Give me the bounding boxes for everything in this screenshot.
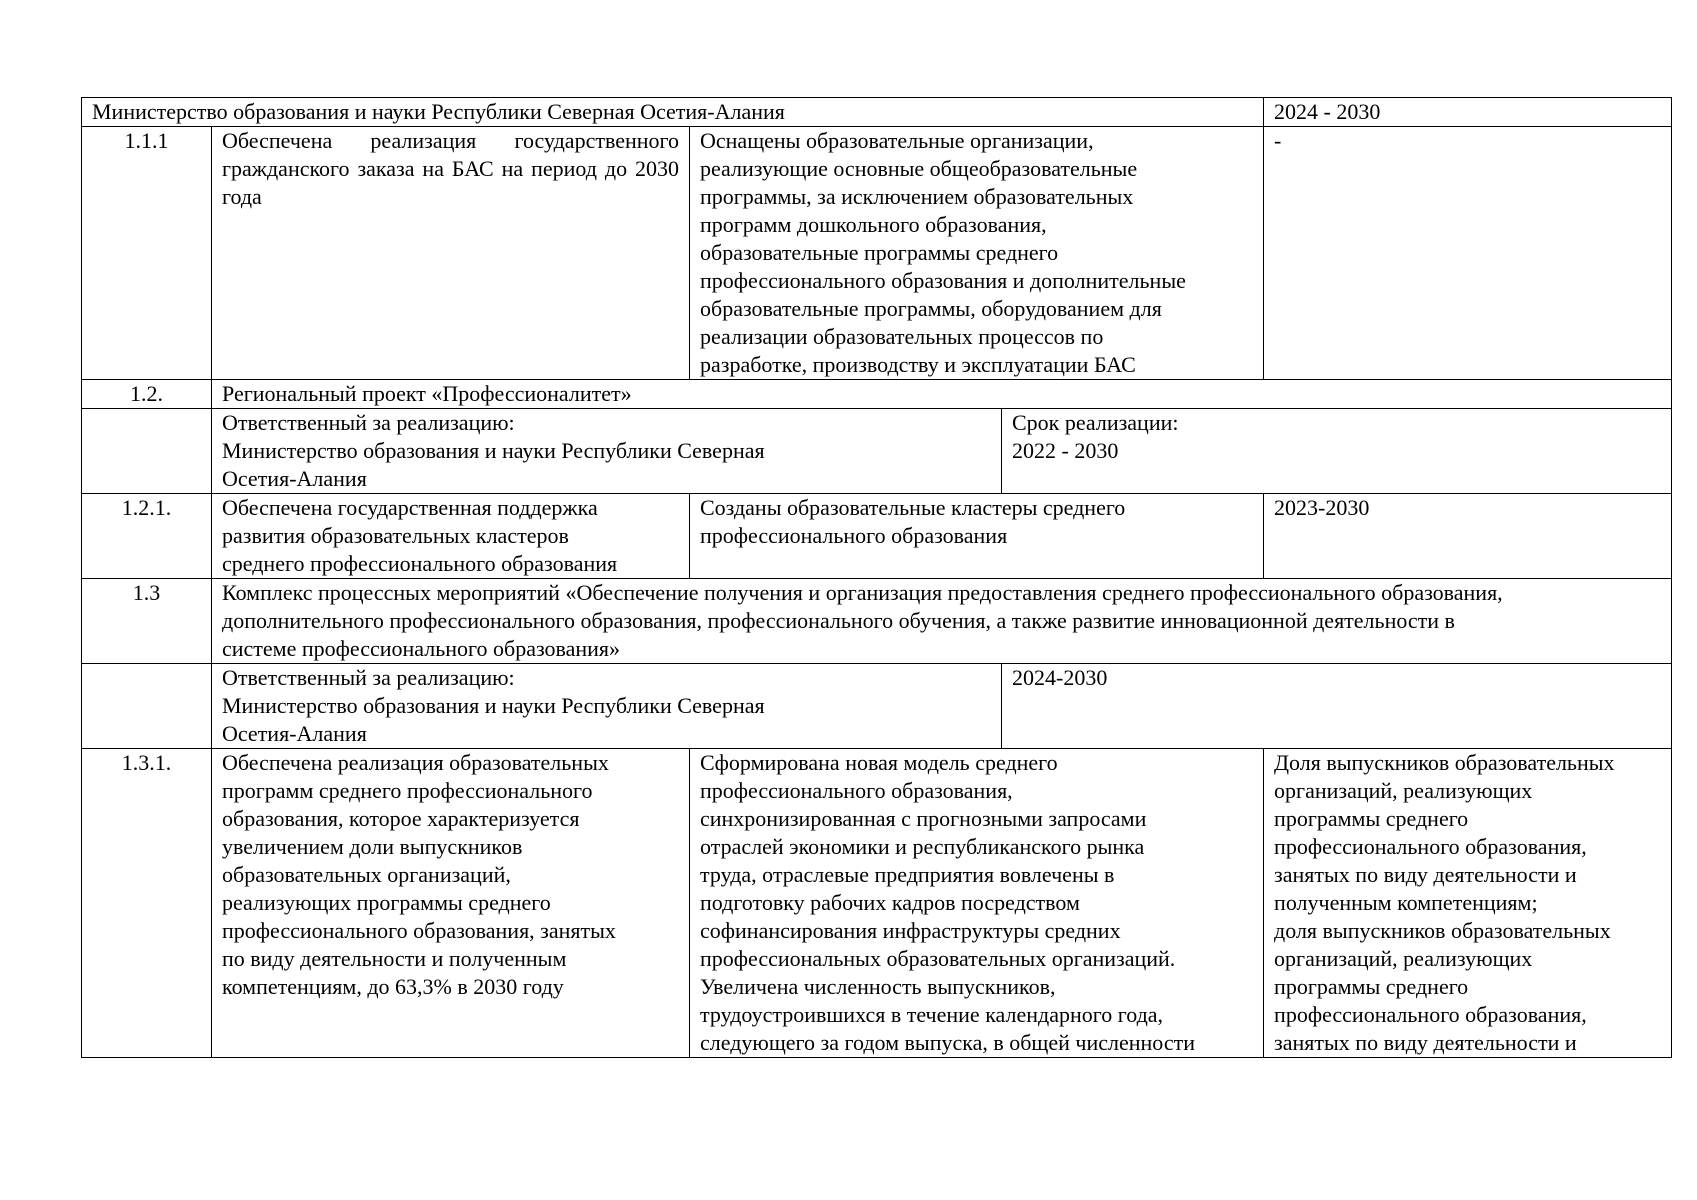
table-row bbox=[82, 664, 1672, 749]
measures-table bbox=[81, 97, 1672, 1058]
ministry-cell: Министерство образования и науки Республики Северная Осетия-Алания bbox=[82, 98, 1264, 127]
table-row bbox=[82, 579, 1672, 664]
empty-number-cell bbox=[82, 664, 212, 749]
table-row bbox=[82, 380, 1672, 409]
task-cell: Обеспечена реализация образовательных программ среднего профессионального образования, которое характеризуется увеличением доли выпускников образовательных организаций, реализующих программы среднего профессионального образования, занятых по виду деятельности и полученным компетенциям, до 63,3% в 2030 году bbox=[212, 749, 690, 1058]
row-number: 1.3 bbox=[82, 579, 212, 664]
row-number: 1.2. bbox=[82, 380, 212, 409]
responsible-cell: Ответственный за реализацию: Министерство образования и науки Республики Северная Осетия-Алания bbox=[212, 409, 1002, 494]
term-cell: 2024-2030 bbox=[1002, 664, 1672, 749]
table-row bbox=[82, 409, 1672, 494]
complex-title-cell: Комплекс процессных мероприятий «Обеспечение получения и организация предоставления среднего профессионального образования, дополнительного профессионального образования, профессионального обучения, а также развитие инновационной деятельности в системе профессионального образования» bbox=[212, 579, 1672, 664]
row-number: 1.1.1 bbox=[82, 127, 212, 380]
effect-cell: Сформирована новая модель среднего профессионального образования, синхронизированная с прогнозными запросами отраслей экономики и республиканского рынка труда, отраслевые предприятия вовлечены в подготовку рабочих кадров посредством софинансирования инфраструктуры средних профессиональных образовательных организаций. Увеличена численность выпускников, трудоустроившихся в течение календарного года, следующего за годом выпуска, в общей численности bbox=[690, 749, 1264, 1058]
row-number: 1.3.1. bbox=[82, 749, 212, 1058]
effect-cell: Созданы образовательные кластеры среднего профессионального образования bbox=[690, 494, 1264, 579]
task-cell: Обеспечена государственная поддержка развития образовательных кластеров среднего профессионального образования bbox=[212, 494, 690, 579]
task-cell: Обеспечена реализация государственного гражданского заказа на БАС на период до 2030 года bbox=[212, 127, 690, 380]
indicator-cell: 2023-2030 bbox=[1264, 494, 1672, 579]
table-row bbox=[82, 749, 1672, 1058]
row-number: 1.2.1. bbox=[82, 494, 212, 579]
effect-cell: Оснащены образовательные организации, реализующие основные общеобразовательные программы, за исключением образовательных программ дошкольного образования, образовательные программы среднего профессионального образования и дополнительные образовательные программы, оборудованием для реализации образовательных процессов по разработке, производству и эксплуатации БАС bbox=[690, 127, 1264, 380]
table-row bbox=[82, 98, 1672, 127]
table-row bbox=[82, 494, 1672, 579]
term-cell: Срок реализации: 2022 - 2030 bbox=[1002, 409, 1672, 494]
responsible-cell: Ответственный за реализацию: Министерство образования и науки Республики Северная Осетия-Алания bbox=[212, 664, 1002, 749]
period-cell: 2024 - 2030 bbox=[1264, 98, 1672, 127]
indicator-cell: - bbox=[1264, 127, 1672, 380]
indicator-cell: Доля выпускников образовательных организаций, реализующих программы среднего профессионального образования, занятых по виду деятельности и полученным компетенциям; доля выпускников образовательных организаций, реализующих программы среднего профессионального образования, занятых по виду деятельности и bbox=[1264, 749, 1672, 1058]
empty-number-cell bbox=[82, 409, 212, 494]
project-title-cell: Региональный проект «Профессионалитет» bbox=[212, 380, 1672, 409]
table-row bbox=[82, 127, 1672, 380]
